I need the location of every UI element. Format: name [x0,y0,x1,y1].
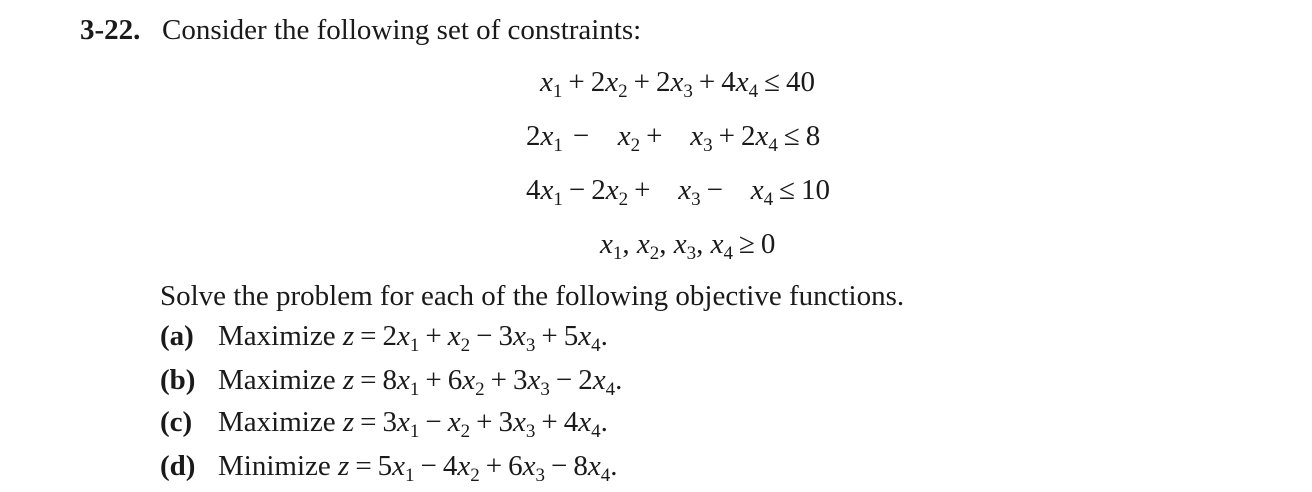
part-label: (c) [160,406,193,438]
part-verb: Minimize [218,450,331,482]
part-verb: Maximize [218,406,336,438]
constraint-1: $x_1 + 2x_2 + 2x_3 + 4x_4 \le 40$ [540,66,815,102]
part-c: (c) Maximize $z = 3x_1 - x_2 + 3x_3 + 4x_4$. [160,406,608,442]
part-verb: Maximize [218,364,336,396]
constraint-2: $2x_1 - x_2$ + $x_3 + 2x_4 \le 8$ [526,120,821,156]
part-verb: Maximize [218,320,336,352]
problem-intro: Consider the following set of constraints: [162,14,642,46]
problem-number: 3-22. [80,14,141,46]
instruction-text: Solve the problem for each of the following objective functions. [160,280,905,312]
part-label: (d) [160,450,196,482]
nonnegativity-constraint: $x_1$, $x_2$, $x_3$, $x_4 \ge 0$ [600,228,776,264]
part-d: (d) Minimize $z = 5x_1 - 4x_2 + 6x_3 - 8x_4$. [160,450,618,486]
part-label: (b) [160,364,196,396]
part-b: (b) Maximize $z = 8x_1 + 6x_2 + 3x_3 - 2x_4$. [160,364,623,400]
constraint-3: $4x_1 - 2x_2$ + $x_3$ − $x_4 \le 10$ [526,174,830,210]
part-a: (a) Maximize $z = 2x_1 + x_2 - 3x_3 + 5x_4$. [160,320,608,356]
part-label: (a) [160,320,194,352]
